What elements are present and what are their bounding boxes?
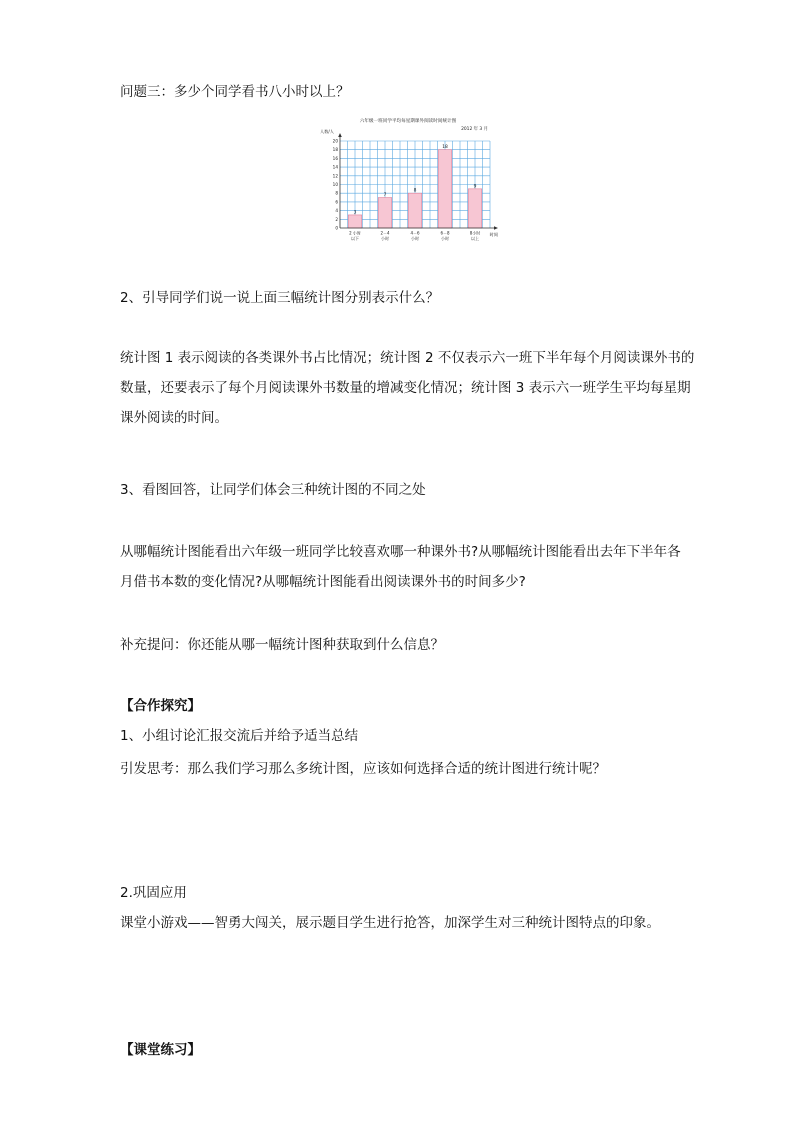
- explanation-line: 统计图 1 表示阅读的各类课外书占比情况；统计图 2 不仅表示六一班下半年每个月阅读课外书的: [120, 350, 695, 366]
- bar: [408, 193, 422, 228]
- reading-time-bar-chart: [318, 116, 508, 246]
- practice-heading: 【课堂练习】: [120, 1042, 201, 1058]
- y-tick-label: 12: [332, 173, 338, 179]
- y-tick-label: 14: [332, 164, 338, 170]
- y-axis-arrow: [338, 133, 342, 137]
- cooperation-heading: 【合作探究】: [120, 698, 201, 714]
- x-tick-label: 2－4: [380, 230, 390, 236]
- x-axis-arrow: [494, 226, 498, 230]
- y-tick-label: 4: [335, 208, 338, 214]
- explanation-line: 课外阅读的时间。: [120, 410, 228, 426]
- question-paragraph: [120, 537, 685, 597]
- x-tick-label: 以上: [471, 236, 479, 241]
- y-tick-label: 20: [332, 138, 338, 144]
- x-tick-label: 小时: [441, 236, 449, 241]
- x-axis-label: 时间: [489, 232, 498, 237]
- bar: [348, 215, 362, 228]
- y-tick-label: 10: [332, 182, 338, 187]
- question-three: 问题三：多少个同学看书八小时以上？: [120, 84, 350, 100]
- question-line: 月借书本数的变化情况?从哪幅统计图能看出阅读课外书的时间多少?: [120, 574, 526, 590]
- x-tick-label: 6－8: [440, 230, 450, 236]
- cooperation-item-1: 1、小组讨论汇报交流后并给予适当总结: [120, 728, 359, 744]
- bar: [468, 189, 482, 228]
- bar-value-label: 9: [473, 184, 477, 190]
- bar: [378, 198, 392, 228]
- extra-question: 补充提问：你还能从哪一幅统计图种获取到什么信息？: [120, 637, 444, 653]
- y-tick-label: 8: [335, 190, 338, 196]
- chart-date: 2012 年 3 月: [461, 127, 488, 132]
- y-tick-label: 16: [332, 155, 338, 161]
- step-two-text: 2、引导同学们说一说上面三幅统计图分别表示什么？: [120, 290, 440, 306]
- y-tick-label: 18: [332, 147, 338, 153]
- y-tick-label: 0: [335, 225, 338, 231]
- y-tick-label: 6: [335, 199, 338, 205]
- x-tick-label: 8小时: [469, 230, 481, 236]
- bar-value-label: 8: [413, 188, 417, 194]
- cooperation-think: 引发思考：那么我们学习那么多统计图，应该如何选择合适的统计图进行统计呢？: [120, 761, 606, 777]
- step-three-text: 3、看图回答，让同学们体会三种统计图的不同之处: [120, 482, 426, 498]
- apply-text: 课堂小游戏——智勇大闯关，展示题目学生进行抢答，加深学生对三种统计图特点的印象。: [120, 915, 660, 931]
- explanation-paragraph: [120, 343, 695, 433]
- explanation-line: 数量，还要表示了每个月阅读课外书数量的增减变化情况；统计图 3 表示六一班学生平均每星期: [120, 380, 691, 396]
- bar-value-label: 18: [442, 145, 448, 151]
- y-tick-label: 2: [335, 216, 338, 222]
- x-tick-label: 以下: [351, 236, 359, 241]
- bar: [438, 150, 452, 228]
- x-tick-label: 小时: [381, 236, 389, 241]
- x-tick-label: 4－6: [410, 230, 420, 236]
- chart-title: 六年级一班同学平均每星期课外阅读时间统计图: [359, 119, 457, 124]
- x-tick-label: 小时: [411, 236, 419, 241]
- bar-value-label: 3: [353, 210, 357, 216]
- x-tick-label: 2 小时: [349, 230, 361, 236]
- apply-heading: 2.巩固应用: [120, 885, 187, 901]
- question-line: 从哪幅统计图能看出六年级一班同学比较喜欢哪一种课外书?从哪幅统计图能看出去年下半年各: [120, 544, 681, 560]
- y-axis-label: 人数/人: [320, 129, 334, 134]
- bar-value-label: 7: [383, 193, 387, 199]
